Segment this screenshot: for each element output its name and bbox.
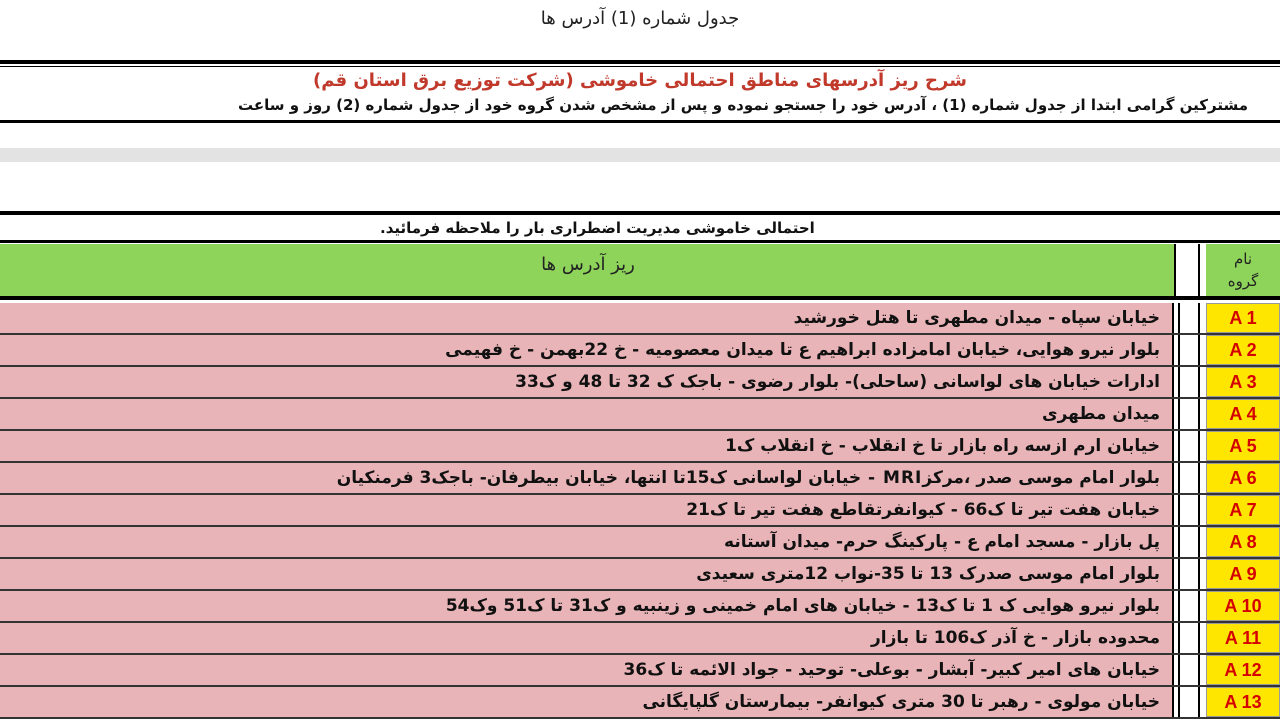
address-cell xyxy=(0,623,1174,653)
table-row xyxy=(0,463,1280,493)
divider xyxy=(0,60,1280,64)
table-row xyxy=(0,687,1280,717)
column-header-group-label-2: گروه xyxy=(1227,272,1259,290)
divider xyxy=(0,240,1280,243)
address-text: خیابان هفت تیر تا ک66 - کیوانفرتقاطع هفت تیر تا ک21 xyxy=(686,500,1160,520)
group-cell: A 6 xyxy=(1206,463,1280,493)
table-row xyxy=(0,367,1280,397)
column-separator xyxy=(1178,244,1200,296)
divider xyxy=(0,211,1280,215)
table-row xyxy=(0,527,1280,557)
row-separator xyxy=(1178,559,1200,589)
row-separator xyxy=(1178,495,1200,525)
column-header-addresses xyxy=(0,244,1176,296)
address-cell xyxy=(0,527,1174,557)
group-cell: A 7 xyxy=(1206,495,1280,525)
row-divider xyxy=(0,365,1280,367)
group-cell: A 10 xyxy=(1206,591,1280,621)
row-divider xyxy=(0,461,1280,463)
table-row xyxy=(0,591,1280,621)
row-separator xyxy=(1178,463,1200,493)
row-divider xyxy=(0,717,1280,719)
address-text: میدان مطهری xyxy=(1041,404,1160,424)
table-row xyxy=(0,399,1280,429)
row-divider xyxy=(0,557,1280,559)
row-separator xyxy=(1178,335,1200,365)
address-cell xyxy=(0,655,1174,685)
group-cell: A 8 xyxy=(1206,527,1280,557)
table-row xyxy=(0,623,1280,653)
address-text: خیابان های امیر کبیر- آبشار - بوعلی- توحید - جواد الائمه تا ک36 xyxy=(623,660,1160,680)
address-text: ادارات خیابان های لواسانی (ساحلی)- بلوار رضوی - باجک ک 32 تا 48 و ک33 xyxy=(515,372,1160,392)
address-text: محدوده بازار - خ آذر ک106 تا بازار xyxy=(870,628,1160,648)
row-divider xyxy=(0,621,1280,623)
address-cell xyxy=(0,495,1174,525)
row-divider xyxy=(0,493,1280,495)
table-row xyxy=(0,495,1280,525)
address-cell xyxy=(0,463,1174,493)
address-text: بلوار نیرو هوایی ک 1 تا ک13 - خیابان های امام خمینی و زینبیه و ک31 تا ک51 وک54 xyxy=(445,596,1160,616)
row-separator xyxy=(1178,591,1200,621)
page-title: جدول شماره (1) آدرس ها xyxy=(540,8,740,29)
table-row xyxy=(0,655,1280,685)
group-cell: A 12 xyxy=(1206,655,1280,685)
row-separator xyxy=(1178,655,1200,685)
group-cell: A 11 xyxy=(1206,623,1280,653)
group-cell: A 4 xyxy=(1206,399,1280,429)
table-row xyxy=(0,431,1280,461)
instruction-line-2: احتمالی خاموشی مدیریت اضطراری بار را ملاحظه فرمائید. xyxy=(380,219,815,237)
row-divider xyxy=(0,589,1280,591)
address-cell xyxy=(0,559,1174,589)
address-text: خیابان سپاه - میدان مطهری تا هتل خورشید xyxy=(793,308,1160,328)
address-cell xyxy=(0,335,1174,365)
row-separator xyxy=(1178,431,1200,461)
address-text: خیابان مولوی - رهبر تا 30 متری کیوانفر- بیمارستان گلپایگانی xyxy=(642,692,1160,712)
address-cell xyxy=(0,687,1174,717)
column-header-group xyxy=(1206,244,1280,296)
group-cell: A 1 xyxy=(1206,303,1280,333)
group-cell: A 3 xyxy=(1206,367,1280,397)
instruction-line-1: مشترکین گرامی ابتدا از جدول شماره (1) ، آدرس خود را جستجو نموده و پس از مشخص شدن گروه خود از جدول شماره (2) روز و ساعت xyxy=(237,96,1248,114)
address-cell xyxy=(0,303,1174,333)
row-divider xyxy=(0,685,1280,687)
row-separator xyxy=(1178,527,1200,557)
group-cell: A 13 xyxy=(1206,687,1280,717)
group-cell: A 2 xyxy=(1206,335,1280,365)
divider xyxy=(0,120,1280,123)
column-header-group-label-1: نام xyxy=(1233,250,1253,268)
address-text: بلوار امام موسی صدر ،مرکزMRI - خیابان لواسانی ک15تا انتها، خیابان بیطرفان- باجک3 فرمنکیان xyxy=(336,468,1160,488)
header-title: شرح ریز آدرسهای مناطق احتمالی خاموشی (شرکت توزیع برق استان قم) xyxy=(313,70,967,91)
address-cell xyxy=(0,591,1174,621)
address-text: پل بازار - مسجد امام ع - پارکینگ حرم- میدان آستانه xyxy=(724,532,1160,552)
group-cell: A 5 xyxy=(1206,431,1280,461)
row-separator xyxy=(1178,303,1200,333)
row-divider xyxy=(0,525,1280,527)
address-cell xyxy=(0,367,1174,397)
divider xyxy=(0,66,1280,67)
header-bottom-border xyxy=(0,296,1280,300)
address-cell xyxy=(0,431,1174,461)
address-text: بلوار امام موسی صدرک 13 تا 35-نواب 12متری سعیدی xyxy=(696,564,1160,584)
row-separator xyxy=(1178,623,1200,653)
row-divider xyxy=(0,429,1280,431)
address-text: بلوار نیرو هوایی، خیابان امامزاده ابراهیم ع تا میدان معصومیه - خ 22بهمن - خ فهیمی xyxy=(445,340,1160,360)
table-row xyxy=(0,335,1280,365)
group-cell: A 9 xyxy=(1206,559,1280,589)
row-divider xyxy=(0,397,1280,399)
table-row xyxy=(0,303,1280,333)
table-row xyxy=(0,559,1280,589)
row-divider xyxy=(0,333,1280,335)
column-header-addresses-label: ریز آدرس ها xyxy=(541,254,635,275)
address-cell xyxy=(0,399,1174,429)
row-separator xyxy=(1178,399,1200,429)
spacer-bar xyxy=(0,148,1280,162)
row-divider xyxy=(0,653,1280,655)
row-separator xyxy=(1178,687,1200,717)
row-separator xyxy=(1178,367,1200,397)
address-text: خیابان ارم ازسه راه بازار تا خ انقلاب - خ انقلاب ک1 xyxy=(725,436,1160,456)
